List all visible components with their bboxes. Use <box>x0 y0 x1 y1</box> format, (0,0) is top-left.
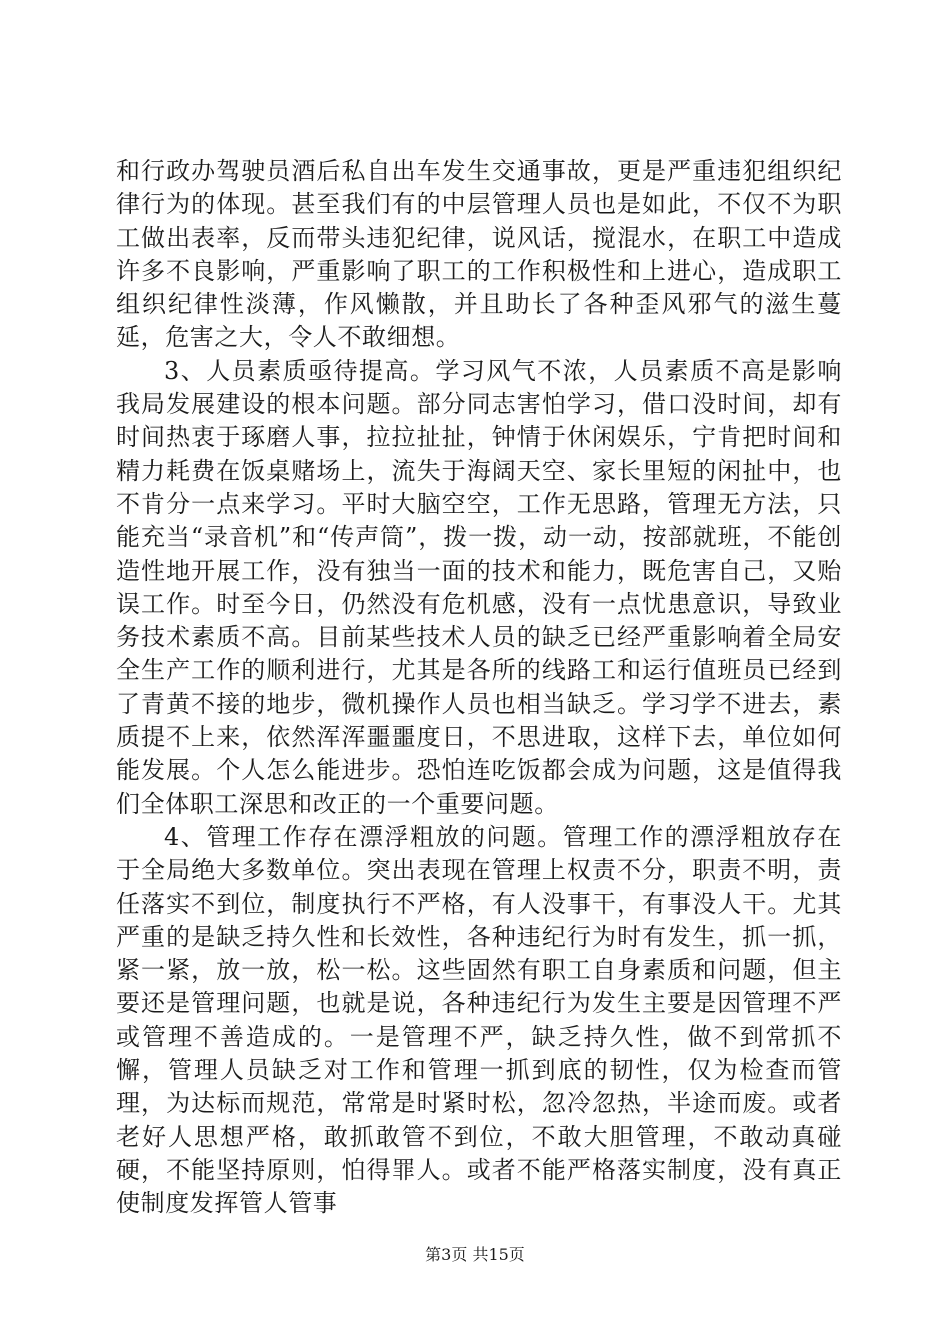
page-footer: 第3页 共15页 <box>425 1245 525 1264</box>
paragraph-1: 和行政办驾驶员酒后私自出车发生交通事故，更是严重违犯组织纪律行为的体现。甚至我们有的中层管理人员也是如此，不仅不为职工做出表率，反而带头违犯纪律，说风话，搅混水，在职工中造成许多不良影响，严重影响了职工的工作积极性和上进心，造成职工组织纪律性淡薄，作风懒散，并且助长了各种歪风邪气的滋生蔓延，危害之大，令人不敢细想。 <box>116 157 842 352</box>
document-body <box>116 155 842 1221</box>
paragraph-3: 4、管理工作存在漂浮粗放的问题。管理工作的漂浮粗放存在于全局绝大多数单位。突出表现在管理上权责不分，职责不明，责任落实不到位，制度执行不严格，有人没事干，有事没人干。尤其严重的是缺乏持久性和长效性，各种违纪行为时有发生，抓一抓，紧一紧，放一放，松一松。这些固然有职工自身素质和问题，但主要还是管理问题，也就是说，各种违纪行为发生主要是因管理不严或管理不善造成的。一是管理不严，缺乏持久性，做不到常抓不懈，管理人员缺乏对工作和管理一抓到底的韧性，仅为检查而管理，为达标而规范，常常是时紧时松，忽冷忽热，半途而废。或者老好人思想严格，敢抓敢管不到位，不敢大胆管理，不敢动真碰硬，不能坚持原则，怕得罪人。或者不能严格落实制度，没有真正使制度发挥管人管事 <box>116 822 842 1218</box>
paragraph-2: 3、人员素质亟待提高。学习风气不浓，人员素质不高是影响我局发展建设的根本问题。部分同志害怕学习，借口没时间，却有时间热衷于琢磨人事，拉拉扯扯，钟情于休闲娱乐，宁肯把时间和精力耗费在饭桌赌场上，流失于海阔天空、家长里短的闲扯中，也不肯分一点来学习。平时大脑空空，工作无思路，管理无方法，只能充当“录音机”和“传声筒”，拨一拨，动一动，按部就班，不能创造性地开展工作，没有独当一面的技术和能力，既危害自己，又贻误工作。时至今日，仍然没有危机感，没有一点忧患意识，导致业务技术素质不高。目前某些技术人员的缺乏已经严重影响着全局安全生产工作的顺利进行，尤其是各所的线路工和运行值班员已经到了青黄不接的地步，微机操作人员也相当缺乏。学习学不进去，素质提不上来，依然浑浑噩噩度日，不思进取，这样下去，单位如何能发展。个人怎么能进步。恐怕连吃饭都会成为问题，这是值得我们全体职工深思和改正的一个重要问题。 <box>116 356 842 818</box>
